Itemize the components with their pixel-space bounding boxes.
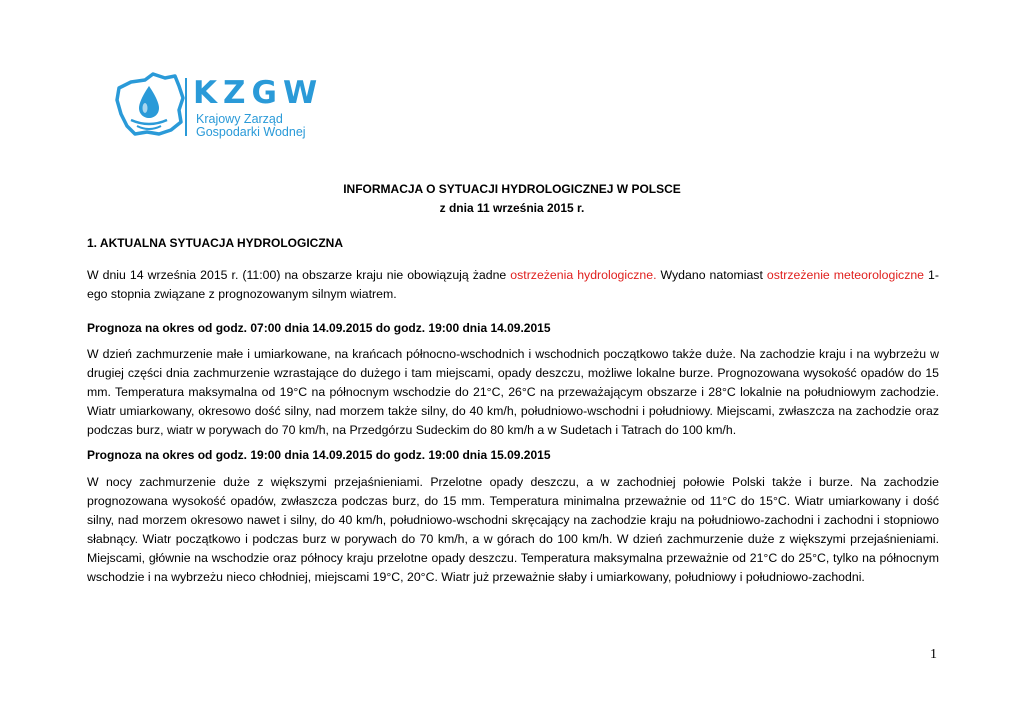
p1-text-a: W dniu 14 września 2015 r. (11:00) na obszarze kraju nie obowiązują żadne [87, 268, 511, 282]
logo-name-line1: Krajowy Zarząd [196, 112, 283, 126]
logo-separator [185, 78, 187, 136]
hydrological-warning-text: ostrzeżenia hydrologiczne. [510, 268, 657, 282]
p1-text-b: Wydano natomiast [656, 268, 767, 282]
logo-name-line2: Gospodarki Wodnej [196, 125, 306, 139]
forecast2-heading: Prognoza na okres od godz. 19:00 dnia 14.09.2015 do godz. 19:00 dnia 15.09.2015 [87, 448, 551, 462]
forecast1-text: W dzień zachmurzenie małe i umiarkowane, na krańcach północno-wschodnich i wschodnich początkowo także duże. Na zachodzie kraju i na wybrzeżu w drugiej części dnia zachmurzenie wzrastające do dużego i tam miejscami, opady deszczu, możliwe lokalne burze. Prognozowana wysokość opadów do 15 mm. Temperatura maksymalna od 19°C na północnym wschodzie do 21°C, 26°C na przeważającym obszarze i 28°C lokalnie na południowym zachodzie. Wiatr umiarkowany, okresowo dość silny, nad morzem także silny, do 40 km/h, południowo-wschodni i południowy. Miejscami, zwłaszcza na zachodzie oraz podczas burz, wiatr w porywach do 70 km/h, na Przedgórzu Sudeckim do 80 km/h a w Sudetach i Tatrach do 100 km/h. [87, 347, 939, 437]
document-title: INFORMACJA O SYTUACJI HYDROLOGICZNEJ W POLSCE [343, 182, 681, 196]
logo-abbreviation: KZGW [193, 75, 324, 111]
page-number: 1 [930, 647, 937, 662]
document-date: z dnia 11 września 2015 r. [439, 201, 585, 215]
p1-text-c: 1-ego stopnia związane z prognozowanym silnym wiatrem. [87, 268, 939, 301]
current-situation-paragraph [87, 266, 939, 304]
section-heading: 1. AKTUALNA SYTUACJA HYDROLOGICZNA [87, 236, 344, 250]
forecast2-text: W nocy zachmurzenie duże z większymi przejaśnieniami. Przelotne opady deszczu, a w zachodniej połowie Polski także i burze. Na zachodzie prognozowana wysokość opadów, zwłaszcza podczas burz, do 15 mm. Temperatura minimalna przeważnie od 11°C do 15°C. Wiatr umiarkowany i dość silny, nad morzem okresowo nawet i silny, do 40 km/h, południowo-wschodni skręcający na zachodzie kraju na południowo-zachodni i zachodni i stopniowo słabnący. Wiatr początkowo i podczas burz w porywach do 70 km/h, a w górach do 100 km/h. W dzień zachmurzenie duże z większymi przejaśnieniami. Miejscami, głównie na wschodzie oraz północy kraju przelotne opady deszczu. Temperatura maksymalna przeważnie od 21°C do 25°C, tylko na północnym wschodzie i na wybrzeżu nieco chłodniej, miejscami 19°C, 20°C. Wiatr już przeważnie słaby i umiarkowany, południowy i południowo-zachodni. [87, 475, 939, 584]
forecast1-heading: Prognoza na okres od godz. 07:00 dnia 14.09.2015 do godz. 19:00 dnia 14.09.2015 [87, 321, 551, 335]
meteorological-warning-text: ostrzeżenie meteorologiczne [766, 268, 925, 282]
